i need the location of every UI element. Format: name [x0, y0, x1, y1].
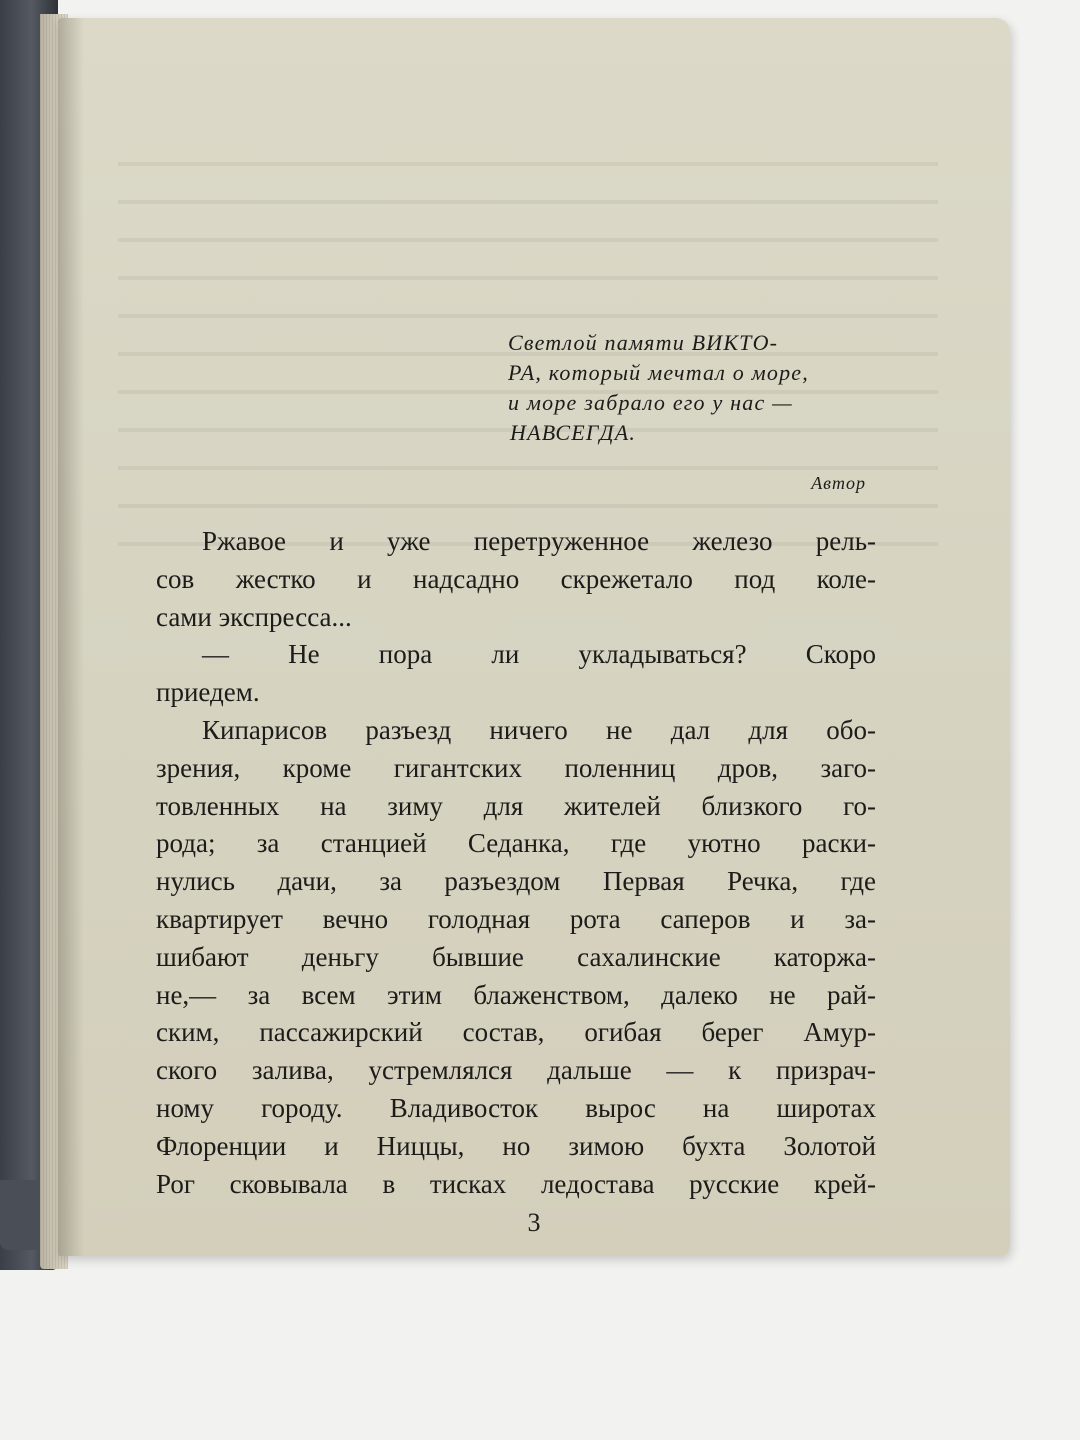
body-line: ским, пассажирский состав, огибая берег Амур-	[156, 1017, 876, 1048]
body-line: не,— за всем этим блаженством, далеко не рай-	[156, 979, 876, 1010]
body-line: зрения, кроме гигантских поленниц дров, заго-	[156, 752, 876, 783]
body-line: рода; за станцией Седанка, где уютно раски-	[156, 828, 876, 859]
epigraph-signature: Автор	[811, 473, 866, 493]
body-line: квартирует вечно голодная рота саперов и за-	[156, 903, 876, 934]
body-line: сов жестко и надсадно скрежетало под коле-	[156, 563, 876, 594]
body-line: Рог сковывала в тисках ледостава русские крей-	[156, 1168, 876, 1199]
body-line: — Не пора ли укладываться? Скоро	[202, 639, 876, 670]
book-page	[58, 18, 1010, 1256]
epigraph-line: РА, который мечтал о море,	[508, 360, 809, 385]
body-text	[156, 523, 876, 1203]
body-line: Флоренции и Ниццы, но зимою бухта Золотой	[156, 1130, 876, 1161]
body-line: ского залива, устремлялся дальше — к призрач-	[156, 1055, 876, 1086]
page-number: 3	[527, 1208, 541, 1237]
epigraph	[508, 328, 866, 448]
body-line: ному городу. Владивосток вырос на широтах	[156, 1092, 876, 1123]
body-line: Ржавое и уже перетруженное железо рель-	[202, 526, 876, 556]
page-content	[58, 18, 1010, 1256]
body-line: сами экспресса...	[156, 601, 352, 632]
epigraph-line: НАВСЕГДА.	[510, 420, 637, 445]
body-line: приедем.	[156, 677, 260, 708]
body-line: товленных на зиму для жителей близкого го-	[156, 790, 876, 821]
body-line: нулись дачи, за разъездом Первая Речка, где	[156, 866, 876, 897]
body-line: Кипарисов разъезд ничего не дал для обо-	[202, 714, 876, 745]
body-line: шибают деньгу бывшие сахалинские каторжа-	[156, 941, 876, 972]
epigraph-line: и море забрало его у нас —	[508, 390, 793, 415]
epigraph-line: Светлой памяти ВИКТО-	[508, 330, 779, 355]
